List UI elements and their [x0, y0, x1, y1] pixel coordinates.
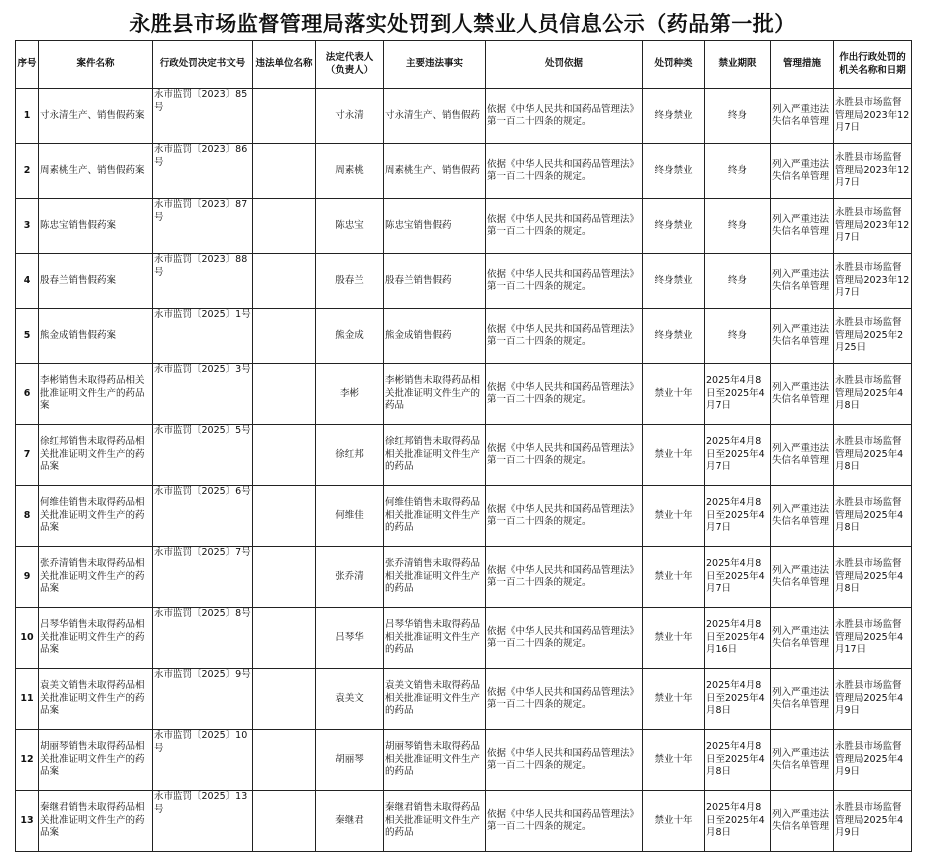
cell-authority-date: 永胜县市场监督管理局2023年12月7日 [834, 89, 912, 144]
cell-ban-term: 终身 [705, 309, 771, 364]
cell-no: 5 [16, 309, 39, 364]
cell-penalty-kind: 禁业十年 [643, 730, 705, 791]
cell-penalty-basis: 依据《中华人民共和国药品管理法》第一百二十四条的规定。 [486, 199, 643, 254]
cell-unit-name [253, 547, 316, 608]
cell-violation-fact: 张乔清销售未取得药品相关批准证明文件生产的药品 [384, 547, 486, 608]
cell-unit-name [253, 199, 316, 254]
cell-measure: 列入严重违法失信名单管理 [771, 309, 834, 364]
cell-penalty-basis: 依据《中华人民共和国药品管理法》第一百二十四条的规定。 [486, 309, 643, 364]
cell-measure: 列入严重违法失信名单管理 [771, 425, 834, 486]
cell-doc-number: 永市监罚〔2025〕5号 [153, 425, 253, 486]
table-row [16, 669, 912, 730]
cell-doc-number: 永市监罚〔2025〕7号 [153, 547, 253, 608]
cell-no: 2 [16, 144, 39, 199]
cell-authority-date: 永胜县市场监督管理局2023年12月7日 [834, 254, 912, 309]
cell-penalty-kind: 终身禁业 [643, 199, 705, 254]
cell-penalty-kind: 终身禁业 [643, 144, 705, 199]
cell-no: 7 [16, 425, 39, 486]
cell-ban-term: 2025年4月8日至2025年4月8日 [705, 730, 771, 791]
cell-authority-date: 永胜县市场监督管理局2025年4月8日 [834, 486, 912, 547]
cell-no: 12 [16, 730, 39, 791]
cell-unit-name [253, 608, 316, 669]
cell-case-name: 殷春兰销售假药案 [39, 254, 153, 309]
cell-no: 10 [16, 608, 39, 669]
cell-authority-date: 永胜县市场监督管理局2025年4月8日 [834, 364, 912, 425]
cell-measure: 列入严重违法失信名单管理 [771, 199, 834, 254]
cell-unit-name [253, 669, 316, 730]
cell-ban-term: 终身 [705, 144, 771, 199]
cell-authority-date: 永胜县市场监督管理局2023年12月7日 [834, 144, 912, 199]
cell-penalty-kind: 禁业十年 [643, 486, 705, 547]
cell-no: 4 [16, 254, 39, 309]
table-row [16, 144, 912, 199]
header-fact: 主要违法事实 [384, 41, 486, 89]
header-case: 案件名称 [39, 41, 153, 89]
cell-representative: 寸永清 [316, 89, 384, 144]
cell-representative: 周素桃 [316, 144, 384, 199]
cell-measure: 列入严重违法失信名单管理 [771, 144, 834, 199]
cell-measure: 列入严重违法失信名单管理 [771, 730, 834, 791]
cell-penalty-kind: 禁业十年 [643, 669, 705, 730]
cell-doc-number: 永市监罚〔2025〕8号 [153, 608, 253, 669]
cell-ban-term: 终身 [705, 199, 771, 254]
cell-case-name: 何维佳销售未取得药品相关批准证明文件生产的药品案 [39, 486, 153, 547]
cell-measure: 列入严重违法失信名单管理 [771, 254, 834, 309]
header-kind: 处罚种类 [643, 41, 705, 89]
table-row [16, 89, 912, 144]
cell-measure: 列入严重违法失信名单管理 [771, 791, 834, 852]
cell-authority-date: 永胜县市场监督管理局2025年4月9日 [834, 730, 912, 791]
cell-penalty-basis: 依据《中华人民共和国药品管理法》第一百二十四条的规定。 [486, 547, 643, 608]
cell-case-name: 周素桃生产、销售假药案 [39, 144, 153, 199]
cell-unit-name [253, 144, 316, 199]
cell-doc-number: 永市监罚〔2025〕13号 [153, 791, 253, 852]
cell-unit-name [253, 486, 316, 547]
cell-violation-fact: 徐红邦销售未取得药品相关批准证明文件生产的药品 [384, 425, 486, 486]
header-row [16, 41, 912, 89]
cell-no: 11 [16, 669, 39, 730]
cell-no: 13 [16, 791, 39, 852]
table-row [16, 547, 912, 608]
cell-violation-fact: 袁美文销售未取得药品相关批准证明文件生产的药品 [384, 669, 486, 730]
cell-violation-fact: 何维佳销售未取得药品相关批准证明文件生产的药品 [384, 486, 486, 547]
cell-penalty-basis: 依据《中华人民共和国药品管理法》第一百二十四条的规定。 [486, 89, 643, 144]
header-authority: 作出行政处罚的机关名称和日期 [834, 41, 912, 89]
cell-representative: 秦继君 [316, 791, 384, 852]
cell-penalty-basis: 依据《中华人民共和国药品管理法》第一百二十四条的规定。 [486, 791, 643, 852]
cell-case-name: 寸永清生产、销售假药案 [39, 89, 153, 144]
cell-authority-date: 永胜县市场监督管理局2025年4月8日 [834, 425, 912, 486]
cell-authority-date: 永胜县市场监督管理局2025年4月8日 [834, 547, 912, 608]
cell-violation-fact: 熊金成销售假药 [384, 309, 486, 364]
cell-doc-number: 永市监罚〔2023〕86号 [153, 144, 253, 199]
cell-unit-name [253, 364, 316, 425]
cell-penalty-kind: 禁业十年 [643, 425, 705, 486]
cell-penalty-basis: 依据《中华人民共和国药品管理法》第一百二十四条的规定。 [486, 669, 643, 730]
cell-representative: 张乔清 [316, 547, 384, 608]
header-basis: 处罚依据 [486, 41, 643, 89]
table-row [16, 425, 912, 486]
cell-case-name: 张乔清销售未取得药品相关批准证明文件生产的药品案 [39, 547, 153, 608]
cell-case-name: 熊金成销售假药案 [39, 309, 153, 364]
header-term: 禁业期限 [705, 41, 771, 89]
header-no: 序号 [16, 41, 39, 89]
cell-representative: 徐红邦 [316, 425, 384, 486]
cell-representative: 殷春兰 [316, 254, 384, 309]
cell-doc-number: 永市监罚〔2025〕6号 [153, 486, 253, 547]
cell-ban-term: 终身 [705, 254, 771, 309]
disclosure-table [15, 40, 912, 852]
cell-representative: 袁美文 [316, 669, 384, 730]
cell-measure: 列入严重违法失信名单管理 [771, 608, 834, 669]
cell-penalty-kind: 禁业十年 [643, 608, 705, 669]
page-title: 永胜县市场监督管理局落实处罚到人禁业人员信息公示（药品第一批） [129, 11, 796, 36]
cell-penalty-basis: 依据《中华人民共和国药品管理法》第一百二十四条的规定。 [486, 486, 643, 547]
cell-no: 6 [16, 364, 39, 425]
cell-ban-term: 2025年4月8日至2025年4月8日 [705, 791, 771, 852]
cell-penalty-basis: 依据《中华人民共和国药品管理法》第一百二十四条的规定。 [486, 364, 643, 425]
cell-ban-term: 2025年4月8日至2025年4月16日 [705, 608, 771, 669]
cell-no: 9 [16, 547, 39, 608]
cell-representative: 熊金成 [316, 309, 384, 364]
cell-case-name: 吕琴华销售未取得药品相关批准证明文件生产的药品案 [39, 608, 153, 669]
cell-authority-date: 永胜县市场监督管理局2023年12月7日 [834, 199, 912, 254]
cell-penalty-kind: 禁业十年 [643, 364, 705, 425]
cell-measure: 列入严重违法失信名单管理 [771, 486, 834, 547]
cell-ban-term: 2025年4月8日至2025年4月7日 [705, 486, 771, 547]
cell-authority-date: 永胜县市场监督管理局2025年4月9日 [834, 669, 912, 730]
cell-penalty-basis: 依据《中华人民共和国药品管理法》第一百二十四条的规定。 [486, 730, 643, 791]
cell-ban-term: 2025年4月8日至2025年4月7日 [705, 547, 771, 608]
cell-representative: 李彬 [316, 364, 384, 425]
cell-penalty-kind: 终身禁业 [643, 254, 705, 309]
cell-representative: 吕琴华 [316, 608, 384, 669]
cell-ban-term: 终身 [705, 89, 771, 144]
cell-penalty-kind: 终身禁业 [643, 309, 705, 364]
table-row [16, 791, 912, 852]
cell-penalty-basis: 依据《中华人民共和国药品管理法》第一百二十四条的规定。 [486, 144, 643, 199]
cell-violation-fact: 殷春兰销售假药 [384, 254, 486, 309]
cell-unit-name [253, 791, 316, 852]
cell-representative: 胡丽琴 [316, 730, 384, 791]
cell-doc-number: 永市监罚〔2025〕3号 [153, 364, 253, 425]
cell-doc-number: 永市监罚〔2023〕85号 [153, 89, 253, 144]
cell-no: 3 [16, 199, 39, 254]
cell-violation-fact: 李彬销售未取得药品相关批准证明文件生产的药品 [384, 364, 486, 425]
cell-measure: 列入严重违法失信名单管理 [771, 669, 834, 730]
table-row [16, 486, 912, 547]
header-doc: 行政处罚决定书文号 [153, 41, 253, 89]
cell-violation-fact: 陈忠宝销售假药 [384, 199, 486, 254]
cell-case-name: 陈忠宝销售假药案 [39, 199, 153, 254]
header-rep: 法定代表人（负责人） [316, 41, 384, 89]
cell-penalty-kind: 禁业十年 [643, 547, 705, 608]
cell-violation-fact: 秦继君销售未取得药品相关批准证明文件生产的药品 [384, 791, 486, 852]
cell-unit-name [253, 425, 316, 486]
cell-measure: 列入严重违法失信名单管理 [771, 364, 834, 425]
cell-unit-name [253, 730, 316, 791]
header-measure: 管理措施 [771, 41, 834, 89]
cell-violation-fact: 寸永清生产、销售假药 [384, 89, 486, 144]
cell-no: 1 [16, 89, 39, 144]
cell-penalty-kind: 终身禁业 [643, 89, 705, 144]
header-unit: 违法单位名称 [253, 41, 316, 89]
cell-measure: 列入严重违法失信名单管理 [771, 89, 834, 144]
table-row [16, 254, 912, 309]
cell-case-name: 秦继君销售未取得药品相关批准证明文件生产的药品案 [39, 791, 153, 852]
cell-doc-number: 永市监罚〔2025〕10号 [153, 730, 253, 791]
cell-ban-term: 2025年4月8日至2025年4月7日 [705, 425, 771, 486]
cell-representative: 何维佳 [316, 486, 384, 547]
cell-case-name: 李彬销售未取得药品相关批准证明文件生产的药品案 [39, 364, 153, 425]
cell-ban-term: 2025年4月8日至2025年4月8日 [705, 669, 771, 730]
table-row [16, 364, 912, 425]
cell-penalty-kind: 禁业十年 [643, 791, 705, 852]
table-row [16, 309, 912, 364]
cell-unit-name [253, 89, 316, 144]
cell-case-name: 袁美文销售未取得药品相关批准证明文件生产的药品案 [39, 669, 153, 730]
cell-unit-name [253, 254, 316, 309]
cell-representative: 陈忠宝 [316, 199, 384, 254]
table-row [16, 730, 912, 791]
cell-violation-fact: 吕琴华销售未取得药品相关批准证明文件生产的药品 [384, 608, 486, 669]
cell-no: 8 [16, 486, 39, 547]
cell-authority-date: 永胜县市场监督管理局2025年4月17日 [834, 608, 912, 669]
cell-authority-date: 永胜县市场监督管理局2025年2月25日 [834, 309, 912, 364]
table-row [16, 608, 912, 669]
cell-violation-fact: 胡丽琴销售未取得药品相关批准证明文件生产的药品 [384, 730, 486, 791]
cell-case-name: 徐红邦销售未取得药品相关批准证明文件生产的药品案 [39, 425, 153, 486]
table-row [16, 199, 912, 254]
cell-penalty-basis: 依据《中华人民共和国药品管理法》第一百二十四条的规定。 [486, 608, 643, 669]
cell-doc-number: 永市监罚〔2025〕1号 [153, 309, 253, 364]
cell-doc-number: 永市监罚〔2023〕87号 [153, 199, 253, 254]
cell-case-name: 胡丽琴销售未取得药品相关批准证明文件生产的药品案 [39, 730, 153, 791]
cell-violation-fact: 周素桃生产、销售假药 [384, 144, 486, 199]
cell-authority-date: 永胜县市场监督管理局2025年4月9日 [834, 791, 912, 852]
cell-measure: 列入严重违法失信名单管理 [771, 547, 834, 608]
cell-penalty-basis: 依据《中华人民共和国药品管理法》第一百二十四条的规定。 [486, 254, 643, 309]
cell-ban-term: 2025年4月8日至2025年4月7日 [705, 364, 771, 425]
cell-doc-number: 永市监罚〔2023〕88号 [153, 254, 253, 309]
cell-doc-number: 永市监罚〔2025〕9号 [153, 669, 253, 730]
cell-penalty-basis: 依据《中华人民共和国药品管理法》第一百二十四条的规定。 [486, 425, 643, 486]
cell-unit-name [253, 309, 316, 364]
